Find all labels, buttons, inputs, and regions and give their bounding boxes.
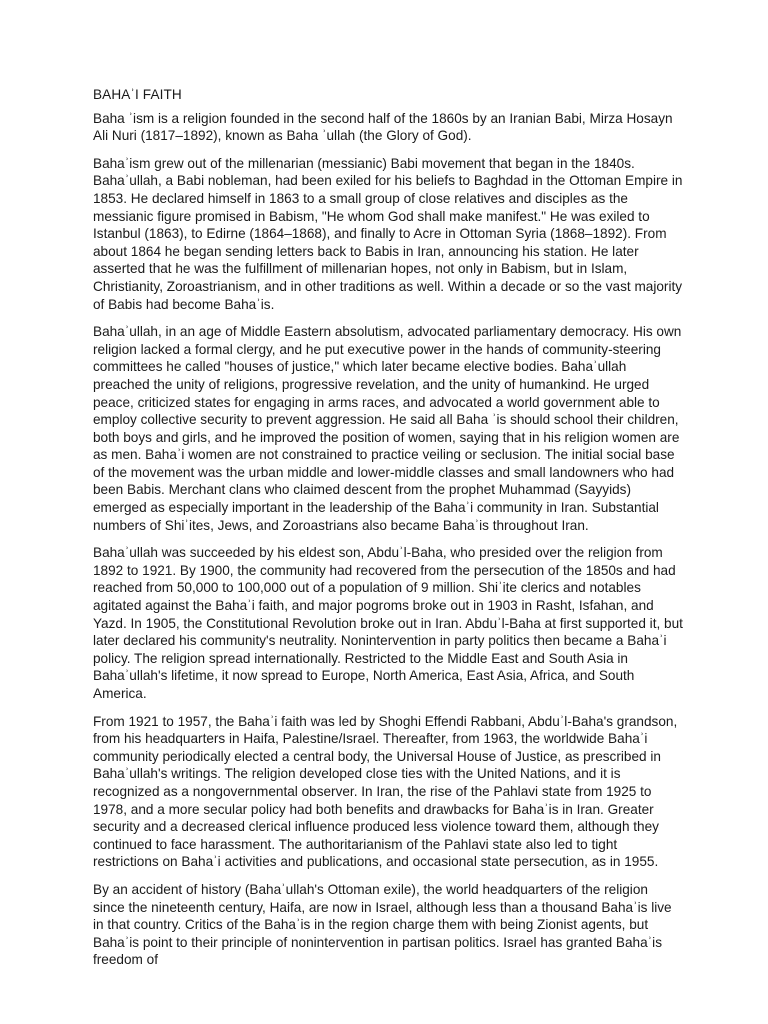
paragraph-headquarters: By an accident of history (Bahaʾullah's Ottoman exile), the world headquarters of the religion since the nineteenth century, Haifa, are now in Israel, although less than a thousand Bahaʾis live in that country. Critics of the Bahaʾis in the region charge them with being Zionist agents, but Bahaʾis point to their principle of nonintervention in partisan politics. Israel has granted Bahaʾis freedom of: [93, 881, 672, 968]
paragraph-shoghi-effendi: From 1921 to 1957, the Bahaʾi faith was led by Shoghi Effendi Rabbani, Abduʾl-Baha's grandson, from his headquarters in Haifa, Palestine/Israel. Thereafter, from 1963, the worldwide Bahaʾi community periodically elected a central body, the Universal House of Justice, as prescribed in Bahaʾullah's writings. The religion developed close ties with the United Nations, and it is recognized as a nongovernmental observer. In Iran, the rise of the Pahlavi state from 1925 to 1978, and a more secular policy had both benefits and drawbacks for Bahaʾis in Iran. Greater security and a decreased clerical influence produced less violence toward them, although they continued to face harassment. The authoritarianism of the Pahlavi state also led to tight restrictions on Bahaʾi activities and publications, and occasional state persecution, as in 1955.: [93, 713, 678, 870]
paragraph-teachings: Bahaʾullah, in an age of Middle Eastern absolutism, advocated parliamentary democracy. His own religion lacked a formal clergy, and he put executive power in the hands of community-steering committees he called "houses of justice," which later became elective bodies. Bahaʾullah preached the unity of religions, progressive revelation, and the unity of humankind. He urged peace, criticized states for engaging in arms races, and advocated a world government able to employ collective security to prevent aggression. He said all Baha ʾis should school their children, both boys and girls, and he improved the position of women, saying that in his religion women are as men. Bahaʾi women are not constrained to practice veiling or seclusion. The initial social base of the movement was the urban middle and lower-middle classes and small landowners who had been Babis. Merchant clans who claimed descent from the prophet Muhammad (Sayyids) emerged as especially important in the leadership of the Bahaʾi community in Iran. Substantial numbers of Shiʾites, Jews, and Zoroastrians also became Bahaʾis throughout Iran.: [93, 324, 682, 533]
paragraph-succession: Bahaʾullah was succeeded by his eldest son, Abduʾl-Baha, who presided over the religion from 1892 to 1921. By 1900, the community had recovered from the persecution of the 1850s and had reached from 50,000 to 100,000 out of a population of 9 million. Shiʾite clerics and notables agitated against the Bahaʾi faith, and major pogroms broke out in 1903 in Rasht, Isfahan, and Yazd. In 1905, the Constitutional Revolution broke out in Iran. Abduʾl-Baha at first supported it, but later declared his community's neutrality. Nonintervention in party politics then became a Bahaʾi policy. The religion spread internationally. Restricted to the Middle East and South Asia in Bahaʾullah's lifetime, it now spread to Europe, North America, East Asia, Africa, and South America.: [93, 545, 683, 701]
document-title: BAHAʾI FAITH: [93, 87, 182, 102]
paragraph-intro: Baha ʾism is a religion founded in the second half of the 1860s by an Iranian Babi, Mirza Hosayn Ali Nuri (1817–1892), known as Baha ʾullah (the Glory of God).: [93, 110, 673, 144]
paragraph-origins: Bahaʾism grew out of the millenarian (messianic) Babi movement that began in the 1840s. Bahaʾullah, a Babi nobleman, had been exiled for his beliefs to Baghdad in the Ottoman Empire in 1853. He declared himself in 1863 to a small group of close relatives and disciples as the messianic figure promised in Babism, "He whom God shall make manifest." He was exiled to Istanbul (1863), to Edirne (1864–1868), and finally to Acre in Ottoman Syria (1868–1892). From about 1864 he began sending letters back to Babis in Iran, announcing his station. He later asserted that he was the fulfillment of millenarian hopes, not only in Babism, but in Islam, Christianity, Zoroastrianism, and in other traditions as well. Within a decade or so the vast majority of Babis had become Bahaʾis.: [93, 155, 683, 312]
document-page: [93, 86, 683, 979]
